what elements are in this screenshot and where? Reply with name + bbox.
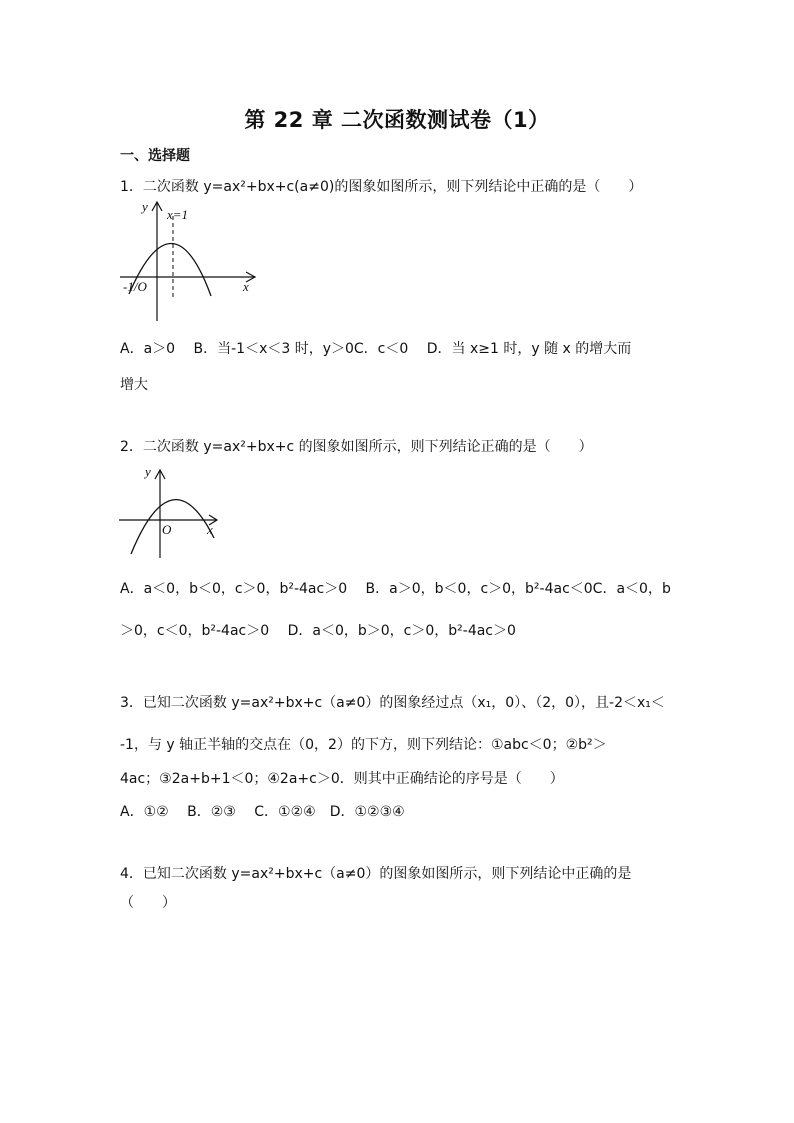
q2-origin-label: O [162,522,172,537]
q2-options-line-1: A．a＜0，b＜0，c＞0，b²-4ac＞0 B．a＞0，b＜0，c＞0，b²-4ac＜0C．a＜0，b [120,581,671,597]
q2-stem: 2．二次函数 y=ax²+bx+c 的图象如图所示，则下列结论正确的是（ ） [120,439,593,455]
q3-stem-line-2: -1，与 y 轴正半轴的交点在（0，2）的下方，则下列结论：①abc＜0；②b²＞ [120,737,607,753]
page-title: 第 22 章 二次函数测试卷（1） [244,108,550,132]
q2-y-label: y [145,464,151,479]
q1-stem: 1．二次函数 y=ax²+bx+c(a≠0)的图象如图所示，则下列结论中正确的是（ ） [120,179,643,195]
q3-stem-line-3: 4ac；③2a+b+1＜0；④2a+c＞0．则其中正确结论的序号是（ ） [120,771,564,787]
q2-parabola-graph [115,458,235,568]
q1-x-label: x [243,279,249,294]
q1-y-label: y [142,199,148,214]
q2-parabola-curve [131,500,214,554]
q1-symmetry-label: x=1 [167,207,189,222]
q2-x-label: x [207,522,213,537]
q3-options: A．①② B．②③ C．①②④ D．①②③④ [120,804,405,820]
q1-parabola-graph [115,196,265,326]
q3-stem-line-1: 3．已知二次函数 y=ax²+bx+c（a≠0）的图象经过点（x₁，0）、（2，0），且-2＜x₁＜ [120,695,665,711]
section-heading: 一、选择题 [120,148,190,164]
q1-options-line-2: 增大 [120,377,148,393]
q4-stem-line-2: （ ） [120,895,176,911]
q4-stem-line-1: 4．已知二次函数 y=ax²+bx+c（a≠0）的图象如图所示，则下列结论中正确的是 [120,866,632,882]
q2-options-line-2: ＞0，c＜0，b²-4ac＞0 D．a＜0，b＞0，c＞0，b²-4ac＞0 [120,623,516,639]
q1-options-line-1: A．a＞0 B．当-1＜x＜3 时，y＞0C．c＜0 D．当 x≥1 时，y 随 x 的增大而 [120,341,632,357]
q1-origin-label: -1/O [123,279,147,294]
